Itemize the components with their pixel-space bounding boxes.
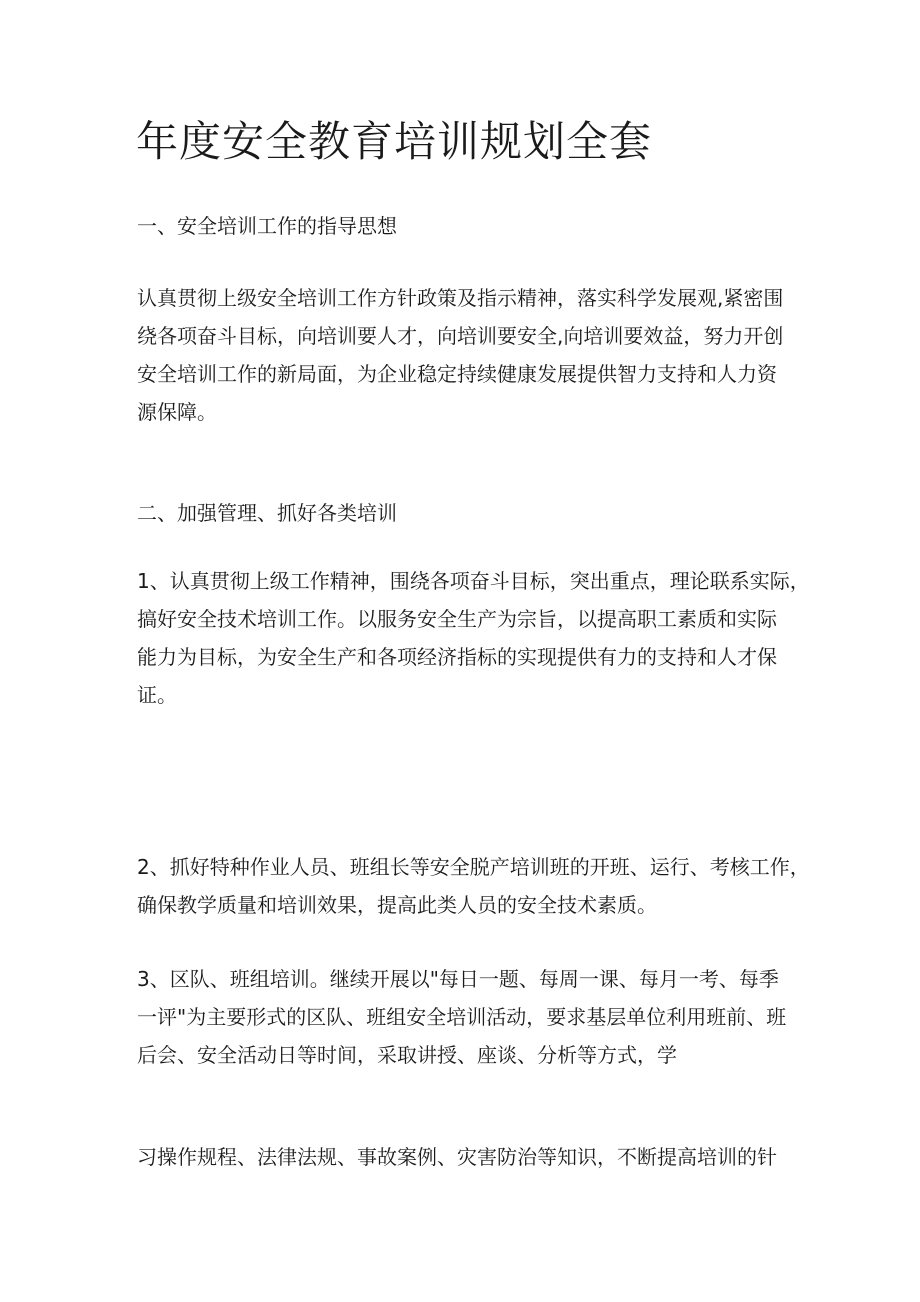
paragraph-line: 确保教学质量和培训效果，提高此类人员的安全技术素质。 xyxy=(137,893,657,917)
paragraph-line: 证。 xyxy=(137,683,177,707)
paragraph-line: 搞好安全技术培训工作。以服务安全生产为宗旨，以提高职工素质和实际 xyxy=(137,607,777,631)
section-heading-1 xyxy=(137,207,801,245)
paragraph-line: 3、区队、班组培训。继续开展以"每日一题、每周一课、每月一考、每季 xyxy=(137,967,779,991)
paragraph-line: 一评"为主要形式的区队、班组安全培训活动，要求基层单位利用班前、班 xyxy=(137,1005,787,1029)
section-heading-2 xyxy=(137,494,801,532)
paragraph-line: 习操作规程、法律法规、事故案例、灾害防治等知识，不断提高培训的针 xyxy=(137,1145,777,1169)
paragraph-line: 源保障。 xyxy=(137,400,217,424)
paragraph-line: 安全培训工作的新局面，为企业稳定持续健康发展提供智力支持和人力资 xyxy=(137,362,777,386)
page-title: 年度安全教育培训规划全套 xyxy=(136,117,653,166)
paragraph-line: 认真贯彻上级安全培训工作方针政策及指示精神，落实科学发展观,紧密围 xyxy=(137,286,784,310)
paragraph-item-1 xyxy=(137,562,810,714)
paragraph-line: 1、认真贯彻上级工作精神，围绕各项奋斗目标，突出重点，理论联系实际， xyxy=(137,569,810,593)
paragraph-item-3 xyxy=(137,960,801,1074)
section-heading-text: 一、安全培训工作的指导思想 xyxy=(137,214,397,238)
section-heading-text: 二、加强管理、抓好各类培训 xyxy=(137,501,397,525)
paragraph-item-2 xyxy=(137,848,810,924)
paragraph-line: 绕各项奋斗目标，向培训要人才，向培训要安全,向培训要效益，努力开创 xyxy=(137,324,784,348)
paragraph-guiding-ideology xyxy=(137,279,801,431)
paragraph-item-3-continued xyxy=(137,1138,801,1176)
paragraph-line: 后会、安全活动日等时间，采取讲授、座谈、分析等方式，学 xyxy=(137,1043,677,1067)
paragraph-line: 2、抓好特种作业人员、班组长等安全脱产培训班的开班、运行、考核工作， xyxy=(137,855,810,879)
paragraph-line: 能力为目标，为安全生产和各项经济指标的实现提供有力的支持和人才保 xyxy=(137,645,777,669)
